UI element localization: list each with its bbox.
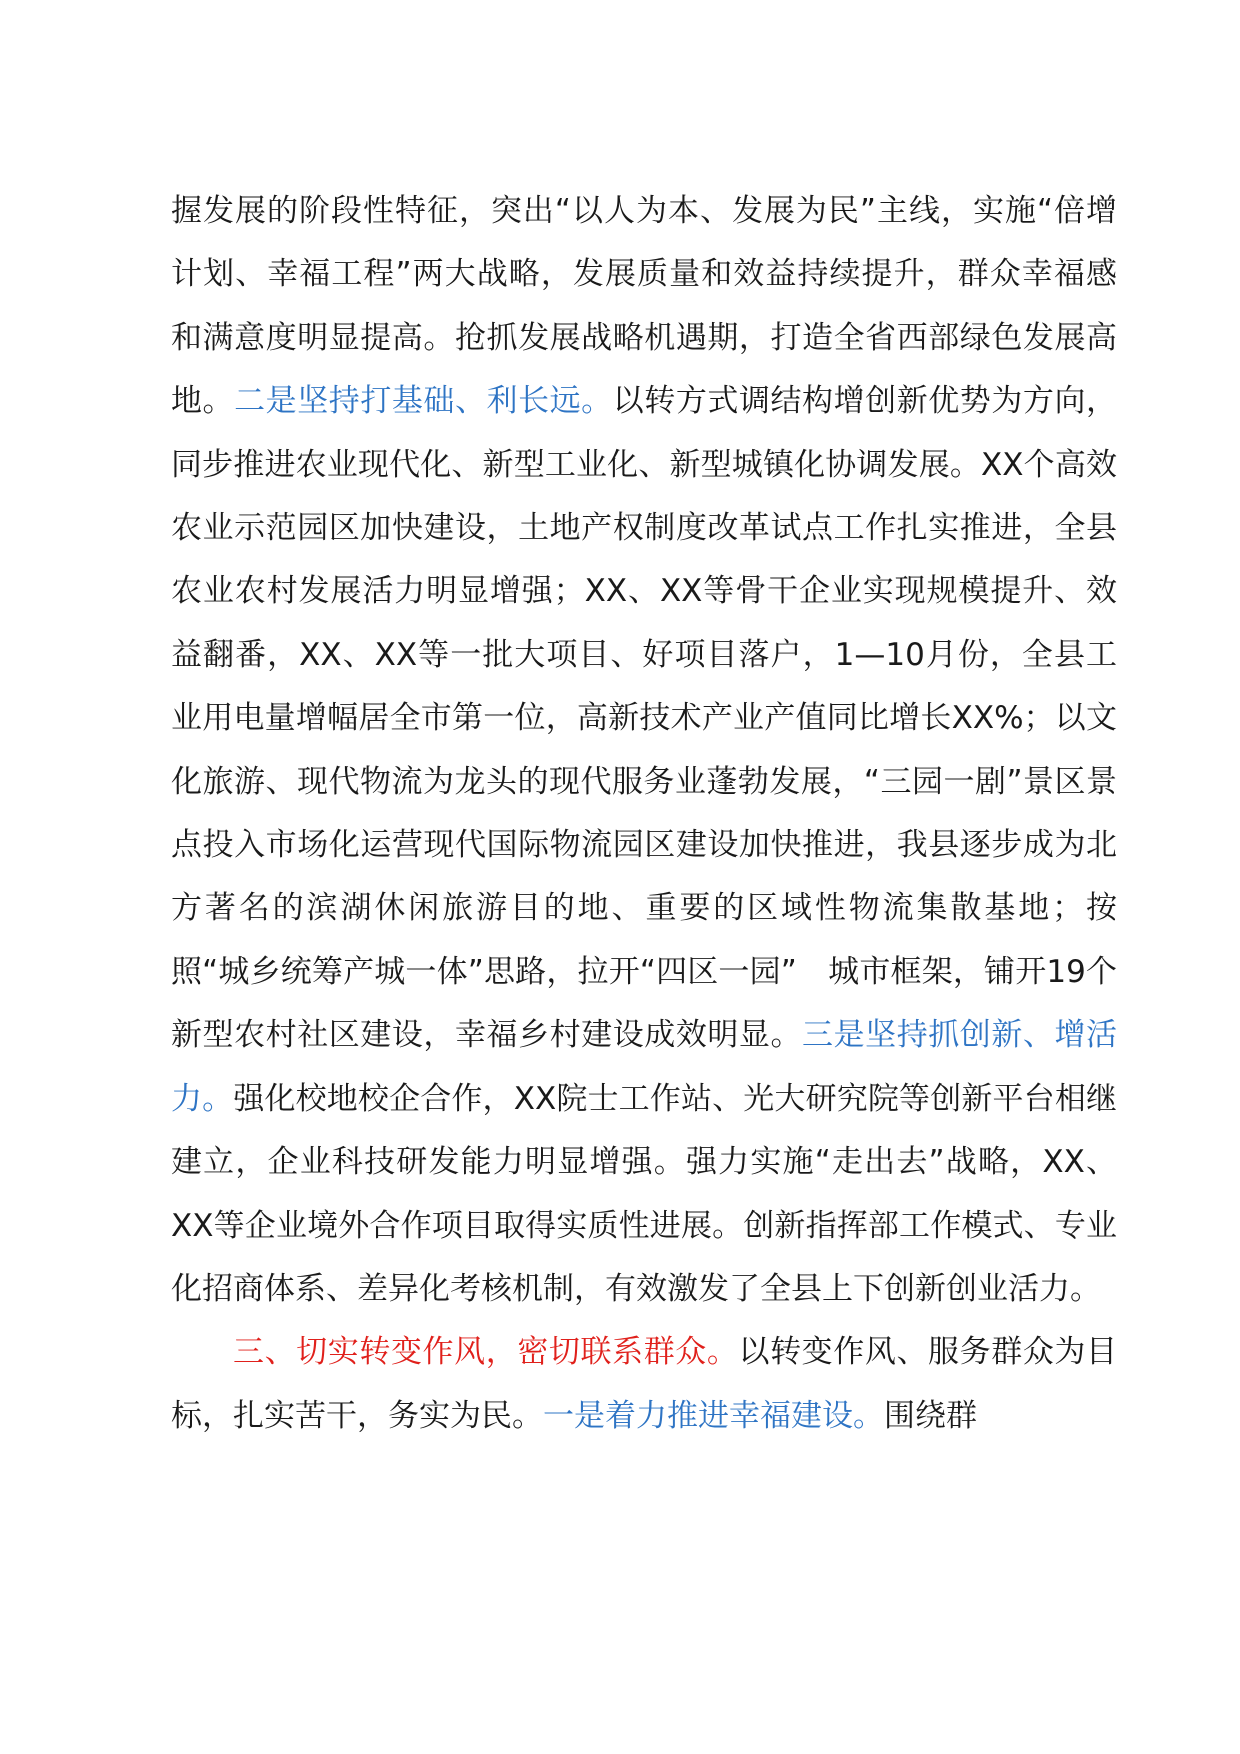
paragraph-text: 握发展的阶段性特征，突出“以人为本、发展为民”主线，实施“倍增计划、幸福工程”两大战略，发展质量和效益持续提升，群众幸福感和满意度明显提高。抢抓发展战略机遇期，打造全省西部绿色发展高地。 [171,193,1117,420]
section-heading-three: 三、切实转变作风，密切联系群众。 [233,1334,739,1371]
subheading-innovation: 三是坚持抓创新、增活力。 [171,1017,1118,1117]
paragraph-text: 强化校地校企合作，XX院士工作站、光大研究院等创新平台相继建立，企业科技研发能力明显增强。强力实施“走出去”战略，XX、XX等企业境外合作项目取得实质性进展。创新指挥部工作模式、专业化招商体系、差异化考核机制，有效激发了全县上下创新创业活力。 [171,1080,1117,1307]
document-body [171,180,1117,1448]
subheading-happiness: 一是着力推进幸福建设。 [543,1397,884,1434]
subheading-foundation: 二是坚持打基础、利长远。 [234,383,613,420]
paragraph-text: 围绕群 [884,1397,977,1434]
paragraph-development [171,180,1117,1321]
paragraph-text: 以转变作风、服务群众为目标，扎实苦干，务实为民。 [171,1334,1118,1434]
paragraph-work-style [171,1321,1117,1448]
paragraph-text: 以转方式调结构增创新优势为方向，同步推进农业现代化、新型工业化、新型城镇化协调发展。XX个高效农业示范园区加快建设，土地产权制度改革试点工作扎实推进，全县农业农村发展活力明显增强；XX、XX等骨干企业实现规模提升、效益翻番，XX、XX等一批大项目、好项目落户，1—10月份，全县工业用电量增幅居全市第一位，高新技术产业产值同比增长XX%；以文化旅游、现代物流为龙头的现代服务业蓬勃发展，“三园一剧”景区景点投入市场化运营现代国际物流园区建设加快推进，我县逐步成为北方著名的滨湖休闲旅游目的地、重要的区域性物流集散基地；按照“城乡统筹产城一体”思路，拉开“四区一园” 城市框架，铺开19个新型农村社区建设，幸福乡村建设成效明显。 [171,383,1118,1054]
